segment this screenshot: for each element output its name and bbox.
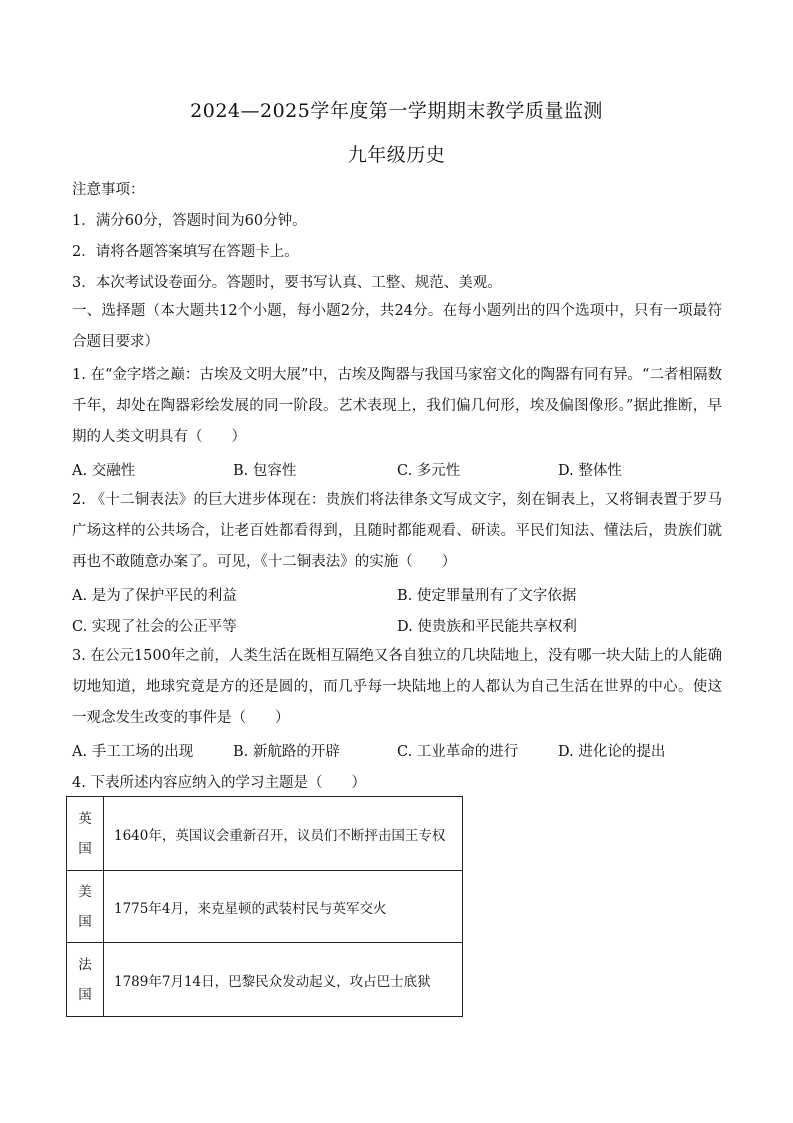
q3-option-d: D. 进化论的提出: [558, 744, 666, 760]
q3-option-b: B. 新航路的开辟: [233, 744, 340, 760]
table-row: [67, 871, 463, 943]
q2-option-d: D. 使贵族和平民能共享权利: [397, 619, 577, 635]
q2-option-c: C. 实现了社会的公正平等: [72, 619, 237, 635]
country-cell: [67, 871, 104, 943]
question-1-stem: 1. 在“金字塔之巅：古埃及文明大展”中，古埃及陶器与我国马家窑文化的陶器有同有异。“二者相隔数千年，却处在陶器彩绘发展的同一阶段。艺术表现上，我们偏几何形，埃及偏图像形。”据此推断，早期的人类文明具有（ ）: [72, 367, 722, 445]
note-item: 1．满分60分，答题时间为60分钟。: [72, 213, 307, 229]
question-3-stem: 3. 在公元1500年之前，人类生活在既相互隔绝又各自独立的几块陆地上，没有哪一块大陆上的人能确切地知道，地球究竟是方的还是圆的，而几乎每一块陆地上的人都认为自己生活在世界的中心。使这一观念发生改变的事件是（ ）: [72, 648, 722, 726]
events-table: [66, 796, 463, 1017]
country-char: 美: [78, 883, 92, 900]
exam-subtitle: 九年级历史: [347, 144, 446, 166]
notes-heading: 注意事项：: [72, 182, 145, 198]
q1-option-d: D. 整体性: [558, 463, 622, 479]
q3-option-a: A. 手工工场的出现: [72, 744, 194, 760]
country-cell: [67, 797, 104, 871]
country-char: 国: [78, 913, 92, 930]
q2-option-a: A. 是为了保护平民的利益: [72, 588, 237, 604]
note-item: 3．本次考试设卷面分。答题时，要书写认真、工整、规范、美观。: [72, 275, 502, 291]
event-cell: 1789年7月14日，巴黎民众发动起义，攻占巴士底狱: [104, 943, 463, 1017]
q2-option-b: B. 使定罪量刑有了文字依据: [397, 588, 577, 604]
exam-title: 2024—2025学年度第一学期期末教学质量监测: [190, 100, 603, 122]
question-4-stem: 4. 下表所述内容应纳入的学习主题是（ ）: [72, 775, 366, 791]
event-cell: 1640年，英国议会重新召开，议员们不断抨击国王专权: [104, 797, 463, 871]
section-title: 一、选择题（本大题共12个小题，每小题2分，共24分。在每小题列出的四个选项中，只有一项最符合题目要求）: [72, 303, 722, 350]
q1-option-b: B. 包容性: [233, 463, 297, 479]
table-row: [67, 943, 463, 1017]
q1-option-c: C. 多元性: [397, 463, 461, 479]
q3-option-c: C. 工业革命的进行: [397, 744, 519, 760]
event-cell: 1775年4月，来克星顿的武装村民与英军交火: [104, 871, 463, 943]
country-cell: [67, 943, 104, 1017]
country-char: 法: [78, 956, 92, 973]
country-char: 国: [78, 986, 92, 1003]
table-row: [67, 797, 463, 871]
country-char: 国: [78, 840, 92, 857]
country-char: 英: [78, 810, 92, 827]
q1-option-a: A. 交融性: [72, 463, 136, 479]
note-item: 2．请将各题答案填写在答题卡上。: [72, 244, 299, 260]
question-2-stem: 2. 《十二铜表法》的巨大进步体现在：贵族们将法律条文写成文字，刻在铜表上，又将铜表置于罗马广场这样的公共场合，让老百姓都看得到，且随时都能观看、研读。平民们知法、懂法后，贵族们就再也不敢随意办案了。可见，《十二铜表法》的实施（ ）: [72, 492, 722, 570]
